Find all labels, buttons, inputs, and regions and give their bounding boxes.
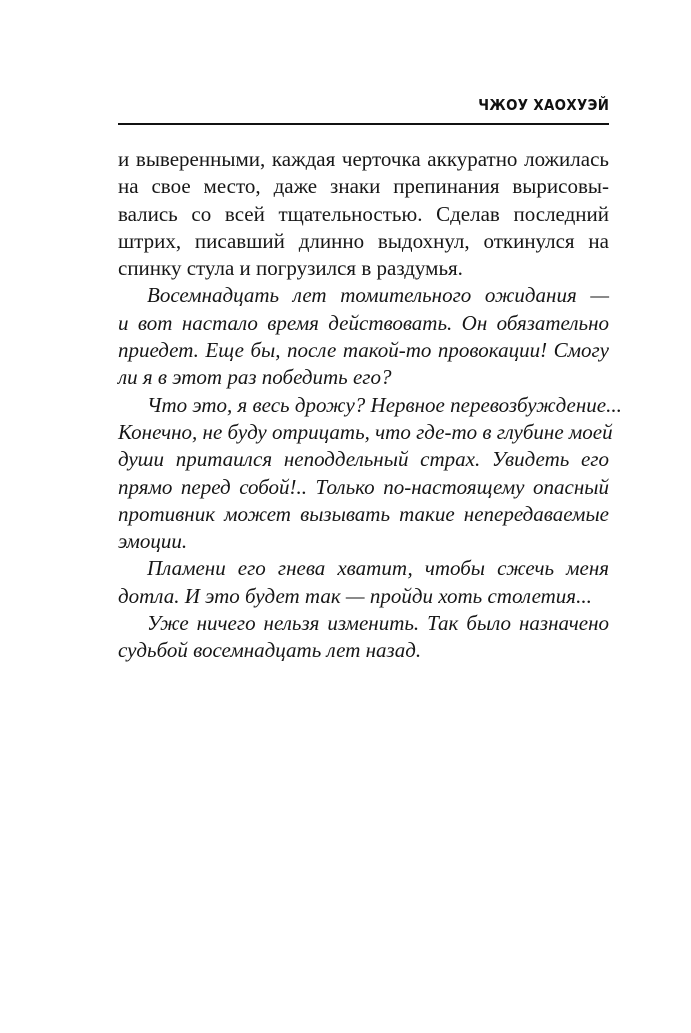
text-line: спинку стула и погрузился в раздумья.	[118, 256, 463, 281]
text-line: приедет. Еще бы, после такой-то провокации! Смогу	[118, 338, 609, 363]
text-line: Восемнадцать лет томительного ожидания —	[147, 283, 609, 308]
text-line: души притаился неподдельный страх. Увидеть его	[118, 447, 609, 472]
text-line: дотла. И это будет так — пройди хоть столетия...	[118, 583, 592, 608]
text-line: штрих, писавший длинно выдохнул, откинулся на	[118, 228, 609, 253]
text-line: ли я в этот раз победить его?	[118, 365, 392, 390]
text-line: на свое место, даже знаки препинания вырисовы-	[118, 174, 609, 199]
text-line: Уже ничего нельзя изменить. Так было назначено	[147, 611, 609, 636]
text-line: и выверенными, каждая черточка аккуратно ложилась	[118, 147, 609, 171]
text-line: противник может вызывать такие непередаваемые	[118, 501, 609, 526]
body-text	[118, 146, 622, 665]
text-line: Пламени его гнева хватит, чтобы сжечь меня	[147, 556, 609, 581]
text-line: судьбой восемнадцать лет назад.	[118, 638, 422, 663]
text-line: и вот настало время действовать. Он обязательно	[118, 310, 609, 335]
text-line: Конечно, не буду отрицать, что где-то в глубине моей	[118, 419, 613, 444]
text-line: Что это, я весь дрожу? Нервное перевозбуждение...	[147, 392, 622, 417]
text-line: вались со всей тщательностью. Сделав последний	[118, 201, 609, 226]
text-line: эмоции.	[118, 529, 188, 554]
text-line: прямо перед собой!.. Только по-настоящему опасный	[118, 474, 609, 499]
running-header-author: ЧЖОУ ХАОХУЭЙ	[478, 96, 609, 114]
header-rule	[118, 123, 609, 125]
